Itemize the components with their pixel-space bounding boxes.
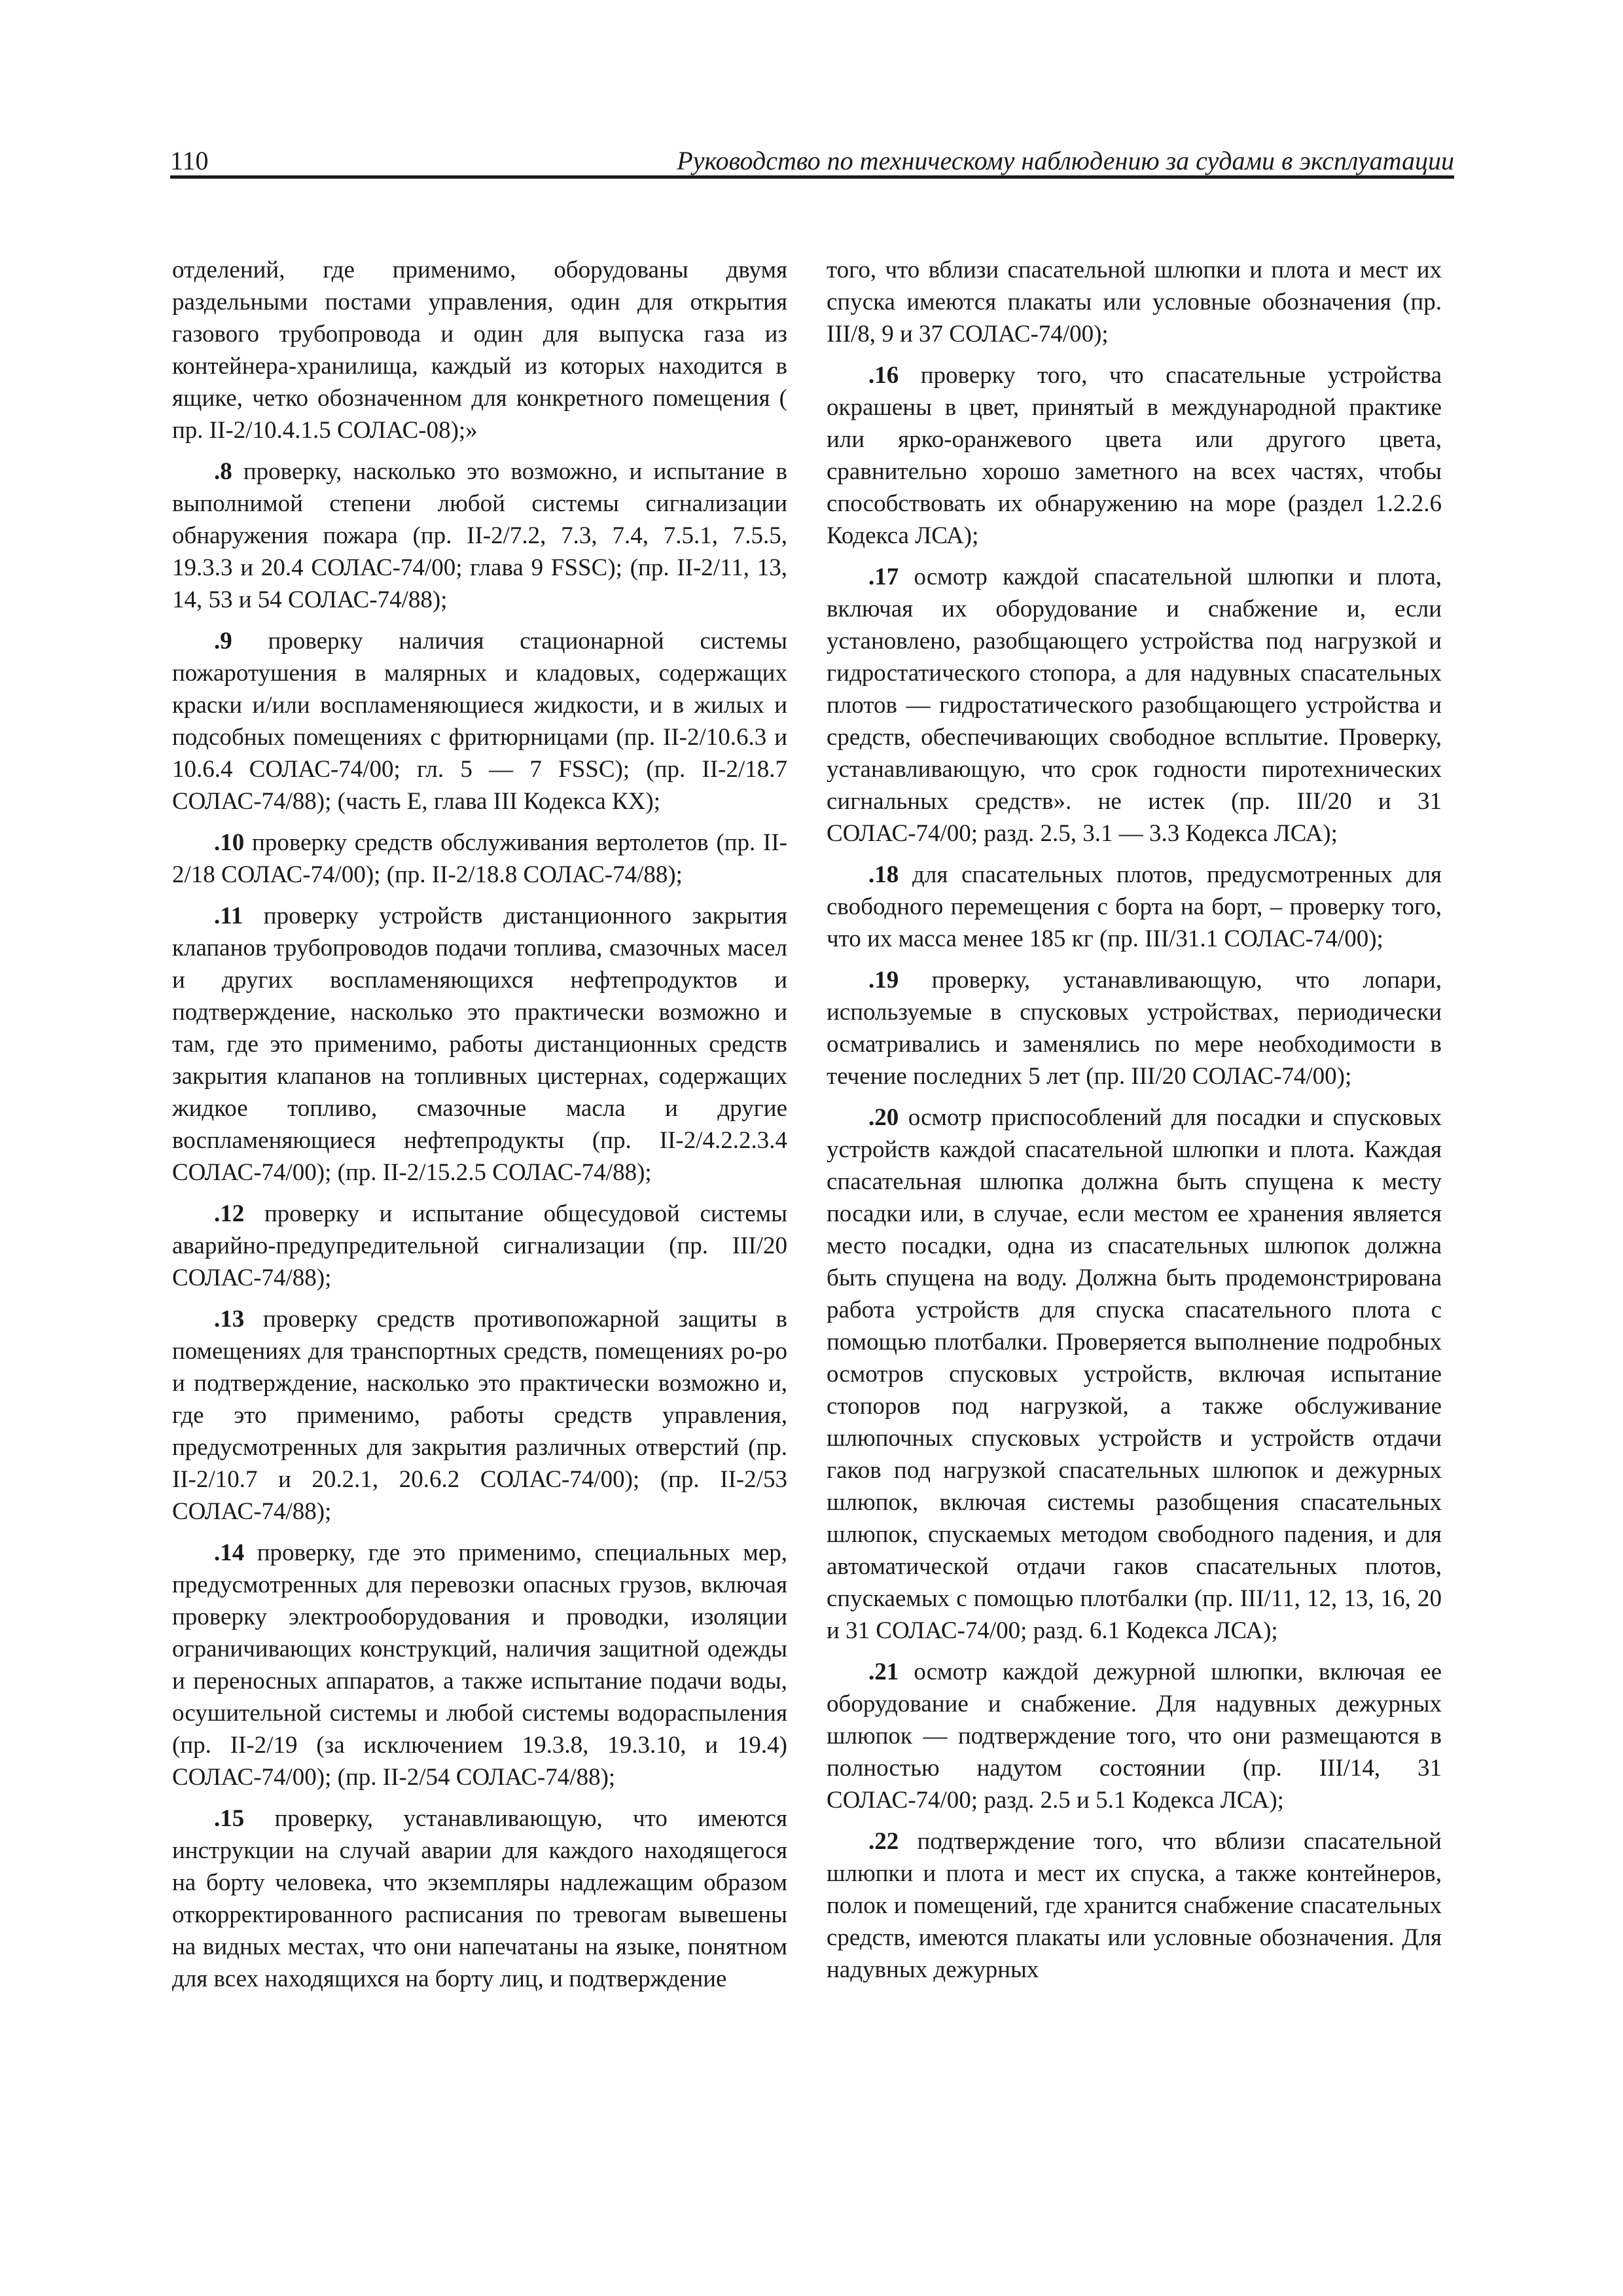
paragraph [172,900,787,1189]
paragraph-text: проверку, насколько это возможно, и испытание в выполнимой степени любой системы сигнализации обнаружения пожара (пр. II-2/7.2, 7.3, 7.4, 7.5.1, 7.5.5, 19.3.3 и 20.4 СОЛАС-74/00; глава 9 FSSC); (пр. II-2/11, 13, 14, 53 и 54 СОЛАС-74/88); [172,458,787,613]
header-rule [170,175,1454,179]
paragraph [172,1198,787,1294]
paragraph-text: осмотр приспособлений для посадки и спусковых устройств каждой спасательной шлюпки и плота. Каждая спасательная шлюпка должна быть спущена к месту посадки или, в случае, если местом ее хранения является место посадки, одна из спасательных шлюпок должна быть спущена на воду. Должна быть продемонстрирована работа устройств для спуска спасательного плота с помощью плотбалки. Проверяется выполнение подробных осмотров спусковых устройств, включая испытание стопоров под нагрузкой, а также обслуживание шлюпочных спусковых устройств и устройств отдачи гаков под нагрузкой спасательных шлюпок и дежурных шлюпок, включая системы разобщения спасательных шлюпок, спускаемых методом свободного падения, и для автоматической отдачи гаков спасательных плотов, спускаемых с помощью плотбалки (пр. III/11, 12, 13, 16, 20 и 31 СОЛАС-74/00; разд. 6.1 Кодекса ЛСА); [827,1104,1442,1644]
item-number: .8 [214,458,232,485]
paragraph-text: проверку наличия стационарной системы пожаротушения в малярных и кладовых, содержащих краски и/или воспламеняющиеся жидкости, и в жилых и подсобных помещениях с фритюрницами (пр. II-2/10.6.3 и 10.6.4 СОЛАС-74/00; гл. 5 — 7 FSSC); (пр. II-2/18.7 СОЛАС-74/88); (часть Е, глава III Кодекса КХ); [172,628,787,815]
page-number: 110 [170,146,209,175]
paragraph-text: того, что вблизи спасательной шлюпки и плота и мест их спуска имеются плакаты или условные обозначения (пр. III/8, 9 и 37 СОЛАС-74/00); [827,257,1442,348]
item-number: .15 [214,1805,245,1832]
paragraph [827,964,1442,1092]
paragraph-text: проверку, устанавливающую, что лопари, используемые в спусковых устройствах, периодически осматривались и заменялись по мере необходимости в течение последних 5 лет (пр. III/20 СОЛАС-74/00); [827,967,1442,1090]
paragraph-text: проверку, где это применимо, специальных мер, предусмотренных для перевозки опасных грузов, включая проверку электрооборудования и проводки, изоляции ограничивающих конструкций, наличия защитной одежды и переносных аппаратов, а также испытание подачи воды, осушительной системы и любой системы водораспыления (пр. II-2/19 (за исключением 19.3.8, 19.3.10, и 19.4) СОЛАС-74/00); (пр. II-2/54 СОЛАС-74/88); [172,1539,787,1791]
left-column [172,254,787,2004]
paragraph-text: подтверждение того, что вблизи спасательной шлюпки и плота и мест их спуска, а также контейнеров, полок и помещений, где хранится снабжение спасательных средств, имеются плакаты или условные обозначения. Для надувных дежурных [827,1828,1442,1983]
item-number: .13 [214,1306,245,1333]
paragraph [827,561,1442,850]
paragraph [827,1102,1442,1647]
paragraph-text: осмотр каждой дежурной шлюпки, включая ее оборудование и снабжение. Для надувных дежурных шлюпок — подтверждение того, что они размещаются в полностью надутом состоянии (пр. III/14, 31 СОЛАС-74/00; разд. 2.5 и 5.1 Кодекса ЛСА); [827,1659,1442,1814]
item-number: .17 [868,564,899,590]
item-number: .11 [214,903,243,929]
item-number: .21 [868,1659,899,1685]
paragraph [172,456,787,616]
paragraph-text: проверку устройств дистанционного закрытия клапанов трубопроводов подачи топлива, смазочных масел и других воспламеняющихся нефтепродуктов и подтверждение, насколько это практически возможно и там, где это применимо, работы дистанционных средств закрытия клапанов на топливных цистернах, содержащих жидкое топливо, смазочные масла и другие воспламеняющиеся нефтепродукты (пр. II-2/4.2.2.3.4 СОЛАС-74/00); (пр. II-2/15.2.5 СОЛАС-74/88); [172,903,787,1186]
paragraph [172,827,787,891]
item-number: .20 [868,1104,899,1131]
item-number: .22 [868,1828,899,1855]
item-number: .19 [868,967,899,994]
paragraph-text: отделений, где применимо, оборудованы двумя раздельными постами управления, один для открытия газового трубопровода и один для выпуска газа из контейнера-хранилища, каждый из которых находится в ящике, четко обозначенном для конкретного помещения ( пр. II-2/10.4.1.5 СОЛАС-08);» [172,257,787,444]
paragraph-text: осмотр каждой спасательной шлюпки и плота, включая их оборудование и снабжение и, если установлено, разобщающего устройства под нагрузкой и гидростатического стопора, а для надувных спасательных плотов — гидростатического разобщающего устройства и средств, обеспечивающих свободное всплытие. Проверку, устанавливающую, что срок годности пиротехнических сигнальных средств». не истек (пр. III/20 и 31 СОЛАС-74/00; разд. 2.5, 3.1 — 3.3 Кодекса ЛСА); [827,564,1442,847]
item-number: .18 [868,861,899,888]
paragraph [172,1537,787,1793]
paragraph [172,1303,787,1528]
paragraph [827,1825,1442,1986]
item-number: .14 [214,1539,245,1566]
right-column [827,254,1442,1995]
paragraph-text: проверку, устанавливающую, что имеются инструкции на случай аварии для каждого находящегося на борту человека, что экземпляры надлежащим образом откорректированного расписания по тревогам вывешены на видных местах, что они напечатаны на языке, понятном для всех находящихся на борту лиц, и подтверждение [172,1805,787,1992]
item-number: .12 [214,1200,245,1227]
paragraph [172,254,787,446]
paragraph-text: проверку и испытание общесудовой системы аварийно-предупредительной сигнализации (пр. III/20 СОЛАС-74/88); [172,1200,787,1291]
paragraph [827,359,1442,552]
paragraph [172,625,787,817]
item-number: .16 [868,362,899,389]
paragraph-text: проверку того, что спасательные устройства окрашены в цвет, принятый в международной практике или ярко-оранжевого цвета или другого цвета, сравнительно хорошо заметного на всех частях, чтобы способствовать их обнаружению на море (раздел 1.2.2.6 Кодекса ЛСА); [827,362,1442,549]
paragraph [172,1803,787,1995]
paragraph-text: проверку средств обслуживания вертолетов (пр. II-2/18 СОЛАС-74/00); (пр. II-2/18.8 СОЛАС-74/88); [172,829,787,888]
item-number: .10 [214,829,245,856]
paragraph [827,859,1442,955]
paragraph-text: для спасательных плотов, предусмотренных для свободного перемещения с борта на борт, – проверку того, что их масса менее 185 кг (пр. III/31.1 СОЛАС-74/00); [827,861,1442,952]
running-title: Руководство по техническому наблюдению за судами в эксплуатации [677,146,1454,175]
item-number: .9 [214,628,232,655]
paragraph [827,254,1442,350]
paragraph-text: проверку средств противопожарной защиты в помещениях для транспортных средств, помещениях ро-ро и подтверждение, насколько это практически возможно и, где это применимо, работы средств управления, предусмотренных для закрытия различных отверстий (пр. II-2/10.7 и 20.2.1, 20.6.2 СОЛАС-74/00); (пр. II-2/53 СОЛАС-74/88); [172,1306,787,1525]
paragraph [827,1656,1442,1816]
page-header [170,144,1454,178]
